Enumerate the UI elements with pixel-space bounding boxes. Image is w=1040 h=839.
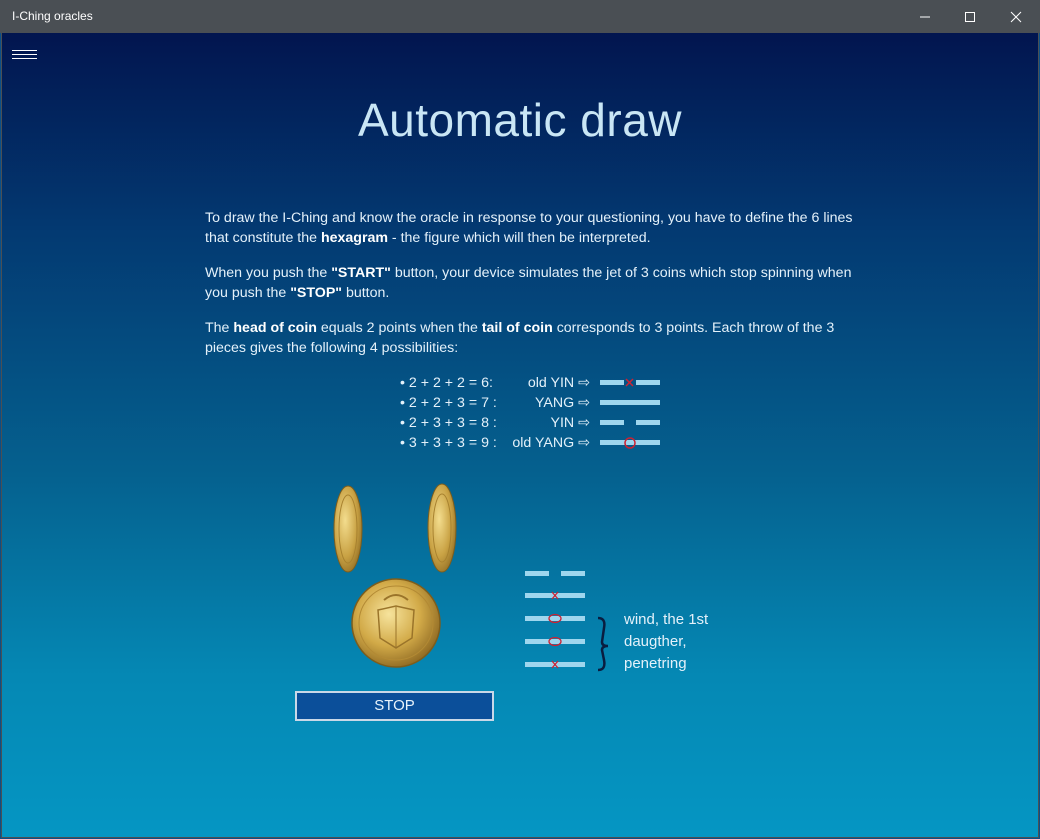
maximize-icon <box>964 11 976 23</box>
hexagram-line-solid-cross <box>525 592 585 599</box>
hexagram-line-solid-cross <box>525 661 585 668</box>
intro-paragraph <box>205 208 865 248</box>
minimize-button[interactable] <box>902 0 948 33</box>
hexagram-line-broken <box>525 571 585 576</box>
hamburger-icon <box>12 50 37 51</box>
possibility-name: YANG ⇨ <box>535 395 590 411</box>
possibility-row <box>400 433 590 453</box>
hexagram-line-solid-circle <box>525 638 585 646</box>
possibility-sum: • 2 + 2 + 2 = 6: <box>400 375 493 391</box>
p2-text-c: button, your device simulates the jet of 3 coins which stop spinning when you push the <box>205 265 852 301</box>
menu-button[interactable] <box>12 48 38 64</box>
close-button[interactable] <box>993 0 1039 33</box>
possibility-row <box>400 373 590 393</box>
possibility-name: YIN ⇨ <box>550 415 590 431</box>
coin-edge-left-icon <box>331 484 365 574</box>
old-yang-line-icon <box>600 438 660 448</box>
possibility-sum: • 2 + 2 + 3 = 7 : <box>400 395 497 411</box>
minimize-icon <box>919 11 931 23</box>
coin-edge-right-icon <box>425 482 459 574</box>
yin-line-icon <box>600 420 660 425</box>
coin-face-icon <box>350 576 442 670</box>
p2-start-label: "START" <box>331 265 391 281</box>
old-yin-line-icon <box>600 379 660 386</box>
hexagram-line-solid-circle <box>525 615 585 623</box>
page-title: Automatic draw <box>357 94 682 146</box>
p3-text-c: equals 2 points when the <box>316 320 482 336</box>
possibility-sum: • 3 + 3 + 3 = 9 : <box>400 435 497 451</box>
possibility-name: old YANG ⇨ <box>512 435 590 451</box>
p3-text-e: corresponds to 3 points. Each throw of the 3 pieces gives the following 4 possibilities: <box>205 320 835 356</box>
p2-text-a: When you push the <box>205 265 332 281</box>
possibility-name: old YIN ⇨ <box>527 375 590 391</box>
intro-text-end: - the figure which will then be interpreted. <box>387 230 651 246</box>
trigram-description: wind, the 1st daugther, penetring <box>624 611 709 672</box>
p2-stop-label: "STOP" <box>290 285 343 301</box>
possibility-row <box>400 393 590 413</box>
maximize-button[interactable] <box>947 0 993 33</box>
trigram-brace-icon <box>598 618 608 670</box>
p3-head-label: head of coin <box>233 320 317 336</box>
stop-button[interactable]: STOP <box>295 691 494 721</box>
hexagram-lines <box>520 566 614 672</box>
p3-tail-label: tail of coin <box>481 320 553 336</box>
p3-text-a: The <box>205 320 234 336</box>
hamburger-icon-bar <box>12 58 37 59</box>
hamburger-icon-bar <box>12 54 37 55</box>
yang-line-icon <box>600 400 660 405</box>
window-title: I-Ching oracles <box>12 9 93 23</box>
title-bar <box>0 0 1040 33</box>
points-paragraph <box>205 318 865 358</box>
possibility-row <box>400 413 590 433</box>
possibility-lines <box>598 378 664 450</box>
close-icon <box>1010 11 1022 23</box>
intro-bold: hexagram <box>320 230 388 246</box>
intro-text: To draw the I-Ching and know the oracle in response to your questioning, you have to define the 6 lines that constitute the <box>205 210 853 246</box>
p2-text-e: button. <box>342 285 390 301</box>
start-stop-paragraph <box>205 263 865 303</box>
possibility-sum: • 2 + 3 + 3 = 8 : <box>400 415 497 431</box>
